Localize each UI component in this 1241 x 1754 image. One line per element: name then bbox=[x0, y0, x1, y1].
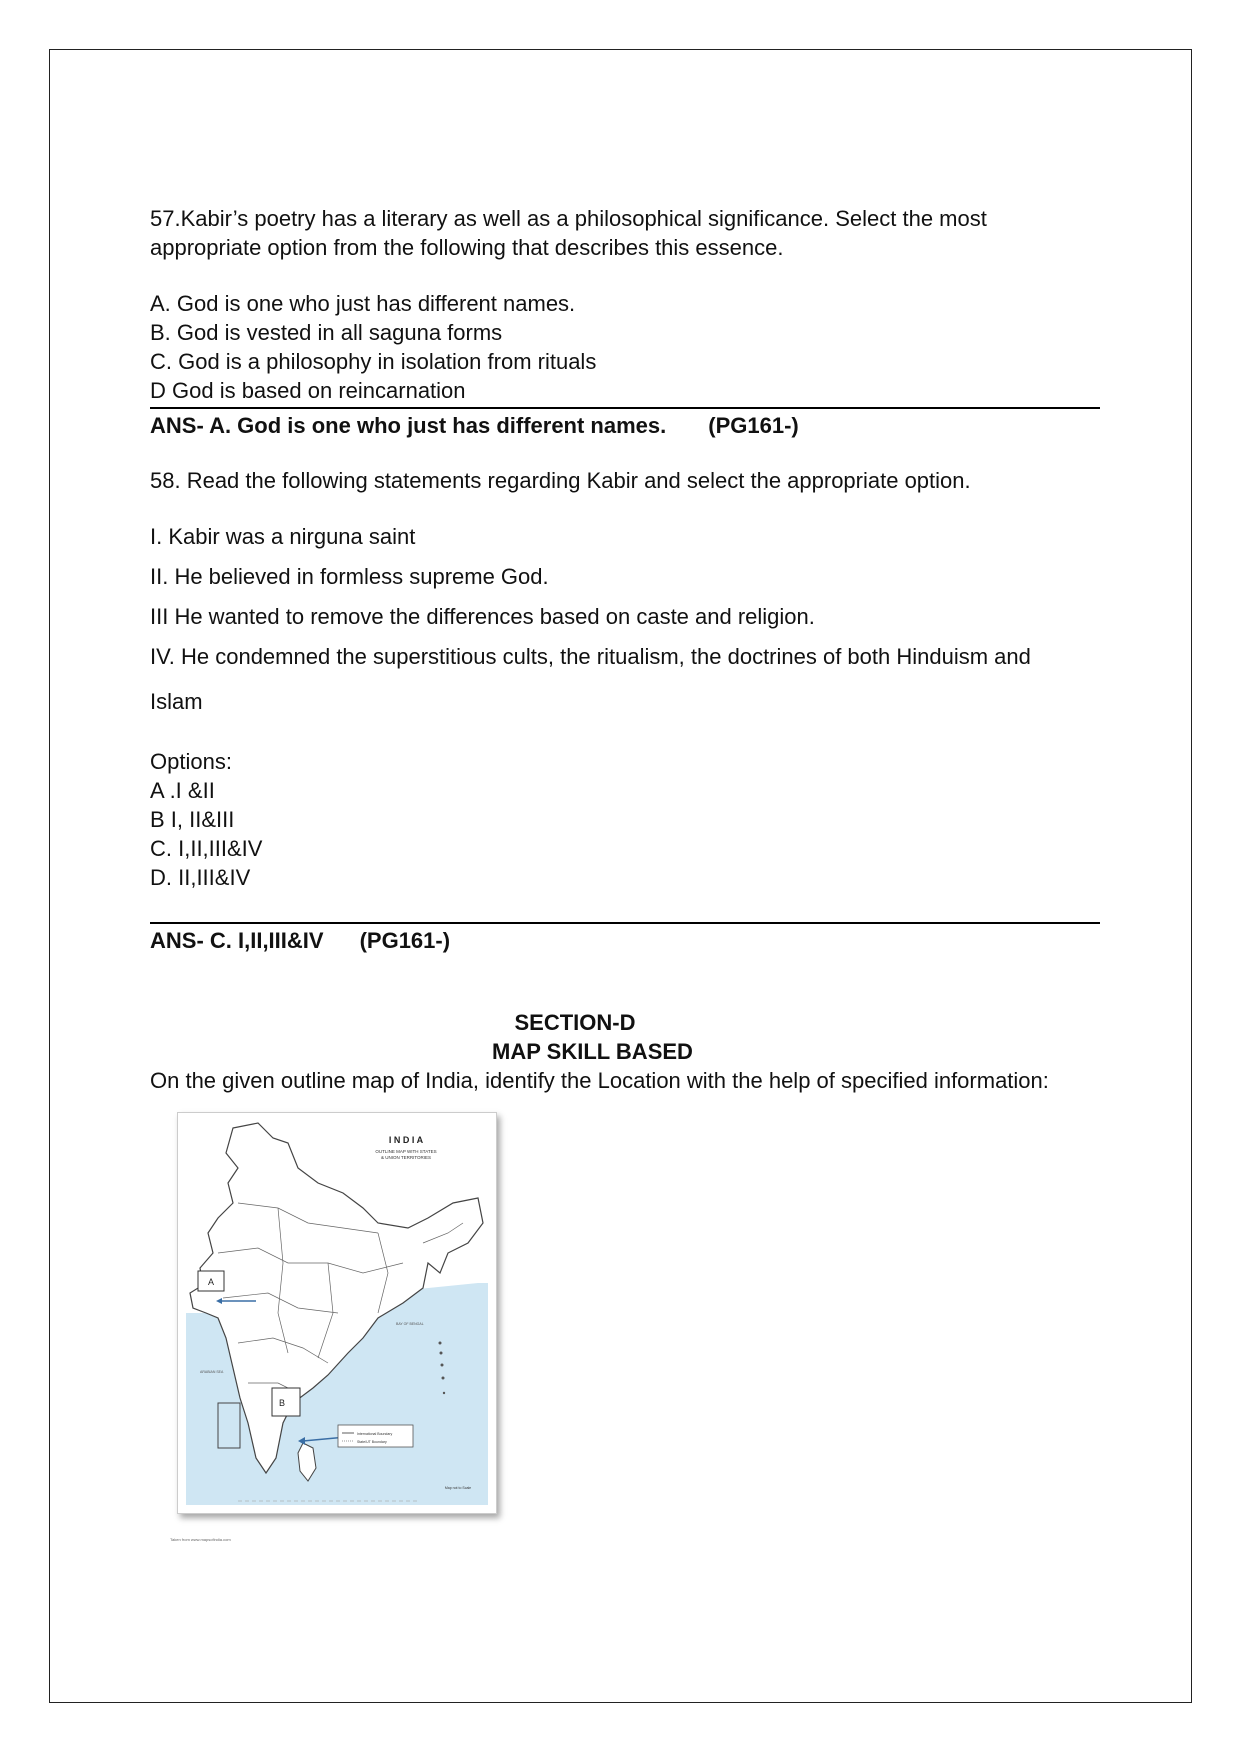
q58-option-c: C. I,II,III&IV bbox=[150, 836, 263, 861]
q57-answer bbox=[150, 407, 1100, 440]
marker-a-label: A bbox=[207, 1277, 215, 1287]
legend-label-1: International Boundary bbox=[357, 1432, 393, 1436]
q58-answer bbox=[150, 922, 1100, 955]
q58-statement-4: IV. He condemned the superstitious cults, the ritualism, the doctrines of both Hinduism and bbox=[150, 644, 1031, 669]
marker-b-box bbox=[272, 1388, 300, 1416]
q58-options-label: Options: bbox=[150, 749, 232, 774]
q58-option-b: B I, II&III bbox=[150, 807, 235, 832]
marker-b-label: B bbox=[278, 1398, 286, 1408]
question-57 bbox=[150, 204, 1100, 440]
section-d-heading bbox=[150, 1008, 1100, 1066]
question-57-line1: 57.Kabir’s poetry has a literary as well as a philosophical significance. Select the most bbox=[150, 206, 987, 231]
map-title: I N D I A bbox=[388, 1135, 424, 1145]
india-outline-map bbox=[177, 1112, 497, 1520]
section-subtitle: MAP SKILL BASED bbox=[492, 1039, 693, 1064]
map-subtitle-1: OUTLINE MAP WITH STATES bbox=[375, 1149, 437, 1154]
q57-option-b: B. God is vested in all saguna forms bbox=[150, 320, 503, 345]
legend-label-2: State/UT Boundary bbox=[357, 1440, 387, 1444]
question-58-text: 58. Read the following statements regarding Kabir and select the appropriate option. bbox=[150, 468, 971, 493]
q57-option-c: C. God is a philosophy in isolation from rituals bbox=[150, 349, 597, 374]
map-instruction: On the given outline map of India, identify the Location with the help of specified information: bbox=[150, 1068, 1049, 1093]
q58-options bbox=[150, 747, 1100, 892]
q58-statement-4-continuation: Islam bbox=[150, 689, 203, 714]
section-title: SECTION-D bbox=[514, 1010, 636, 1035]
q58-option-d: D. II,III&IV bbox=[150, 865, 251, 890]
q58-statement-2: II. He believed in formless supreme God. bbox=[150, 564, 549, 589]
map-scale-note: Map not to Scale bbox=[444, 1486, 472, 1490]
question-58 bbox=[150, 466, 1100, 955]
map-credit: Taken from www.mapsofindia.com bbox=[170, 1537, 231, 1542]
q57-option-a: A. God is one who just has different names. bbox=[150, 291, 576, 316]
q57-answer-text: ANS- A. God is one who just has different names. bbox=[150, 413, 667, 438]
question-57-text bbox=[150, 204, 1100, 262]
q58-statement-3: III He wanted to remove the differences based on caste and religion. bbox=[150, 604, 815, 629]
map-subtitle-2: & UNION TERRITORIES bbox=[380, 1155, 432, 1160]
bay-of-bengal-label: BAY OF BENGAL bbox=[396, 1322, 424, 1326]
q58-answer-text: ANS- C. I,II,III&IV bbox=[150, 928, 324, 953]
q57-option-d: D God is based on reincarnation bbox=[150, 378, 466, 403]
q58-statement-1: I. Kabir was a nirguna saint bbox=[150, 524, 416, 549]
india-map-svg bbox=[178, 1113, 496, 1513]
question-57-line2: appropriate option from the following that describes this essence. bbox=[150, 235, 784, 260]
map-card bbox=[177, 1112, 497, 1514]
q58-option-a: A .I &II bbox=[150, 778, 215, 803]
q57-answer-page: (PG161-) bbox=[708, 413, 799, 438]
arabian-sea-label: ARABIAN SEA bbox=[200, 1370, 224, 1374]
page-content bbox=[150, 204, 1100, 1095]
q58-answer-page: (PG161-) bbox=[359, 928, 451, 953]
